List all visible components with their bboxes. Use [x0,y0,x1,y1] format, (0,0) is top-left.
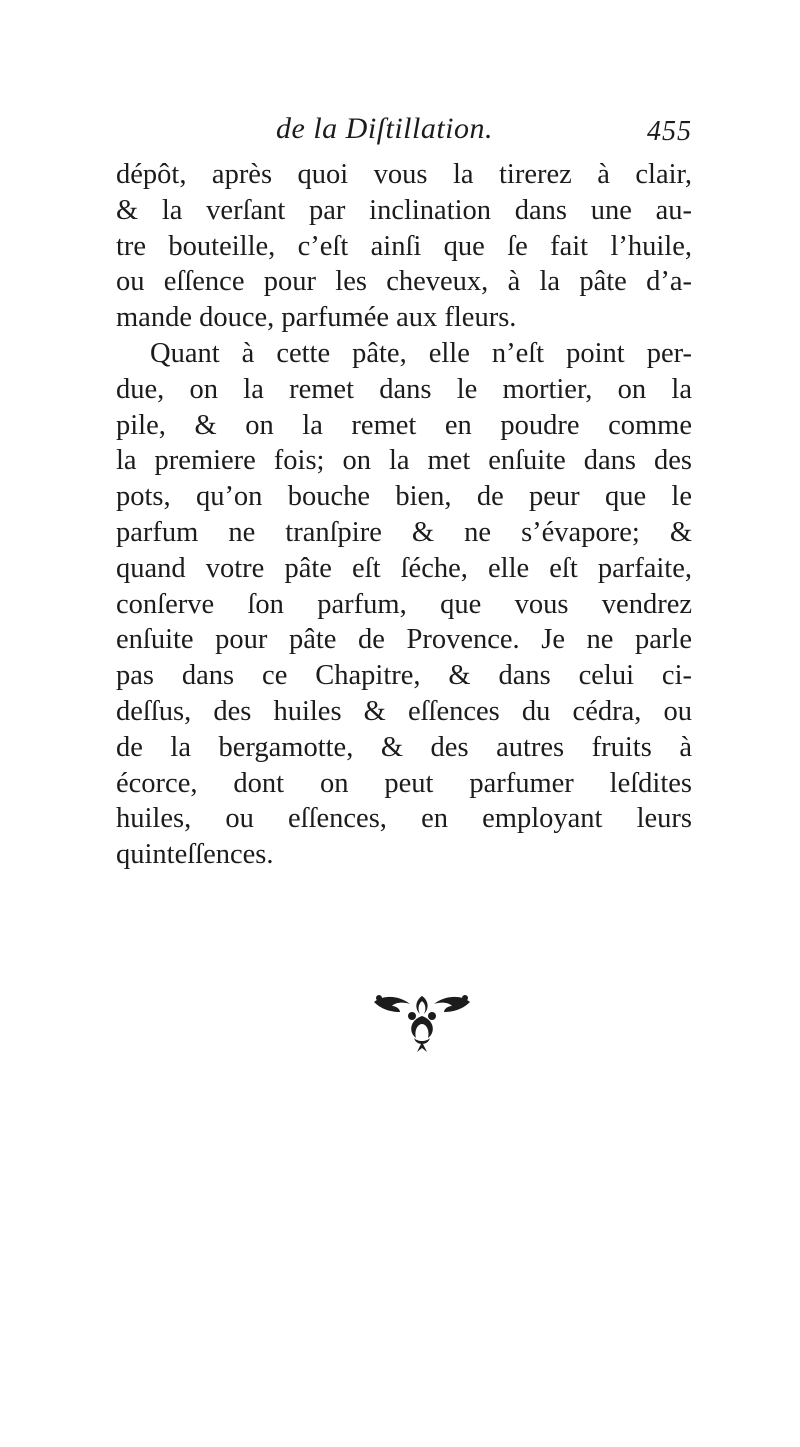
text-line: mande douce, parfumée aux fleurs. [116,302,517,334]
text-line: écorce, dont on peut parfumer leſdites [116,767,692,799]
running-title: de la Diſtillation. [276,112,493,145]
text-line: la premiere fois; on la met enſuite dans des [116,445,692,477]
text-line: pile, & on la remet en poudre comme [116,409,692,441]
running-head [116,112,692,152]
text-line: Quant à cette pâte, elle n’eſt point per- [150,337,692,369]
text-line: dépôt, après quoi vous la tirerez à clair, [116,159,692,190]
text-line: due, on la remet dans le mortier, on la [116,373,692,405]
text-line: & la verſant par inclination dans une au- [116,194,692,226]
body-text [116,157,692,873]
text-line: quand votre pâte eſt ſéche, elle eſt parfaite, [116,552,692,584]
text-line: pas dans ce Chapitre, & dans celui ci- [116,660,692,692]
text-line: conſerve ſon parfum, que vous vendrez [116,588,692,620]
text-line: ou eſſence pour les cheveux, à la pâte d’a- [116,266,692,298]
text-line: parfum ne tranſpire & ne s’évapore; & [116,516,692,548]
text-line: tre bouteille, c’eſt ainſi que ſe fait l’huile, [116,230,692,262]
paragraph-2 [116,336,692,873]
text-line: pots, qu’on bouche bien, de peur que le [116,481,692,513]
text-line: de la bergamotte, & des autres fruits à [116,731,692,763]
text-line: enſuite pour pâte de Provence. Je ne parle [116,624,692,656]
text-line: deſſus, des huiles & eſſences du cédra, ou [116,695,692,727]
page-number: 455 [647,116,692,147]
text-line: huiles, ou eſſences, en employant leurs [116,803,692,835]
text-line: quinteſſences. [116,839,274,871]
paragraph-1 [116,157,692,336]
fleuron-ornament-icon [370,990,474,1056]
